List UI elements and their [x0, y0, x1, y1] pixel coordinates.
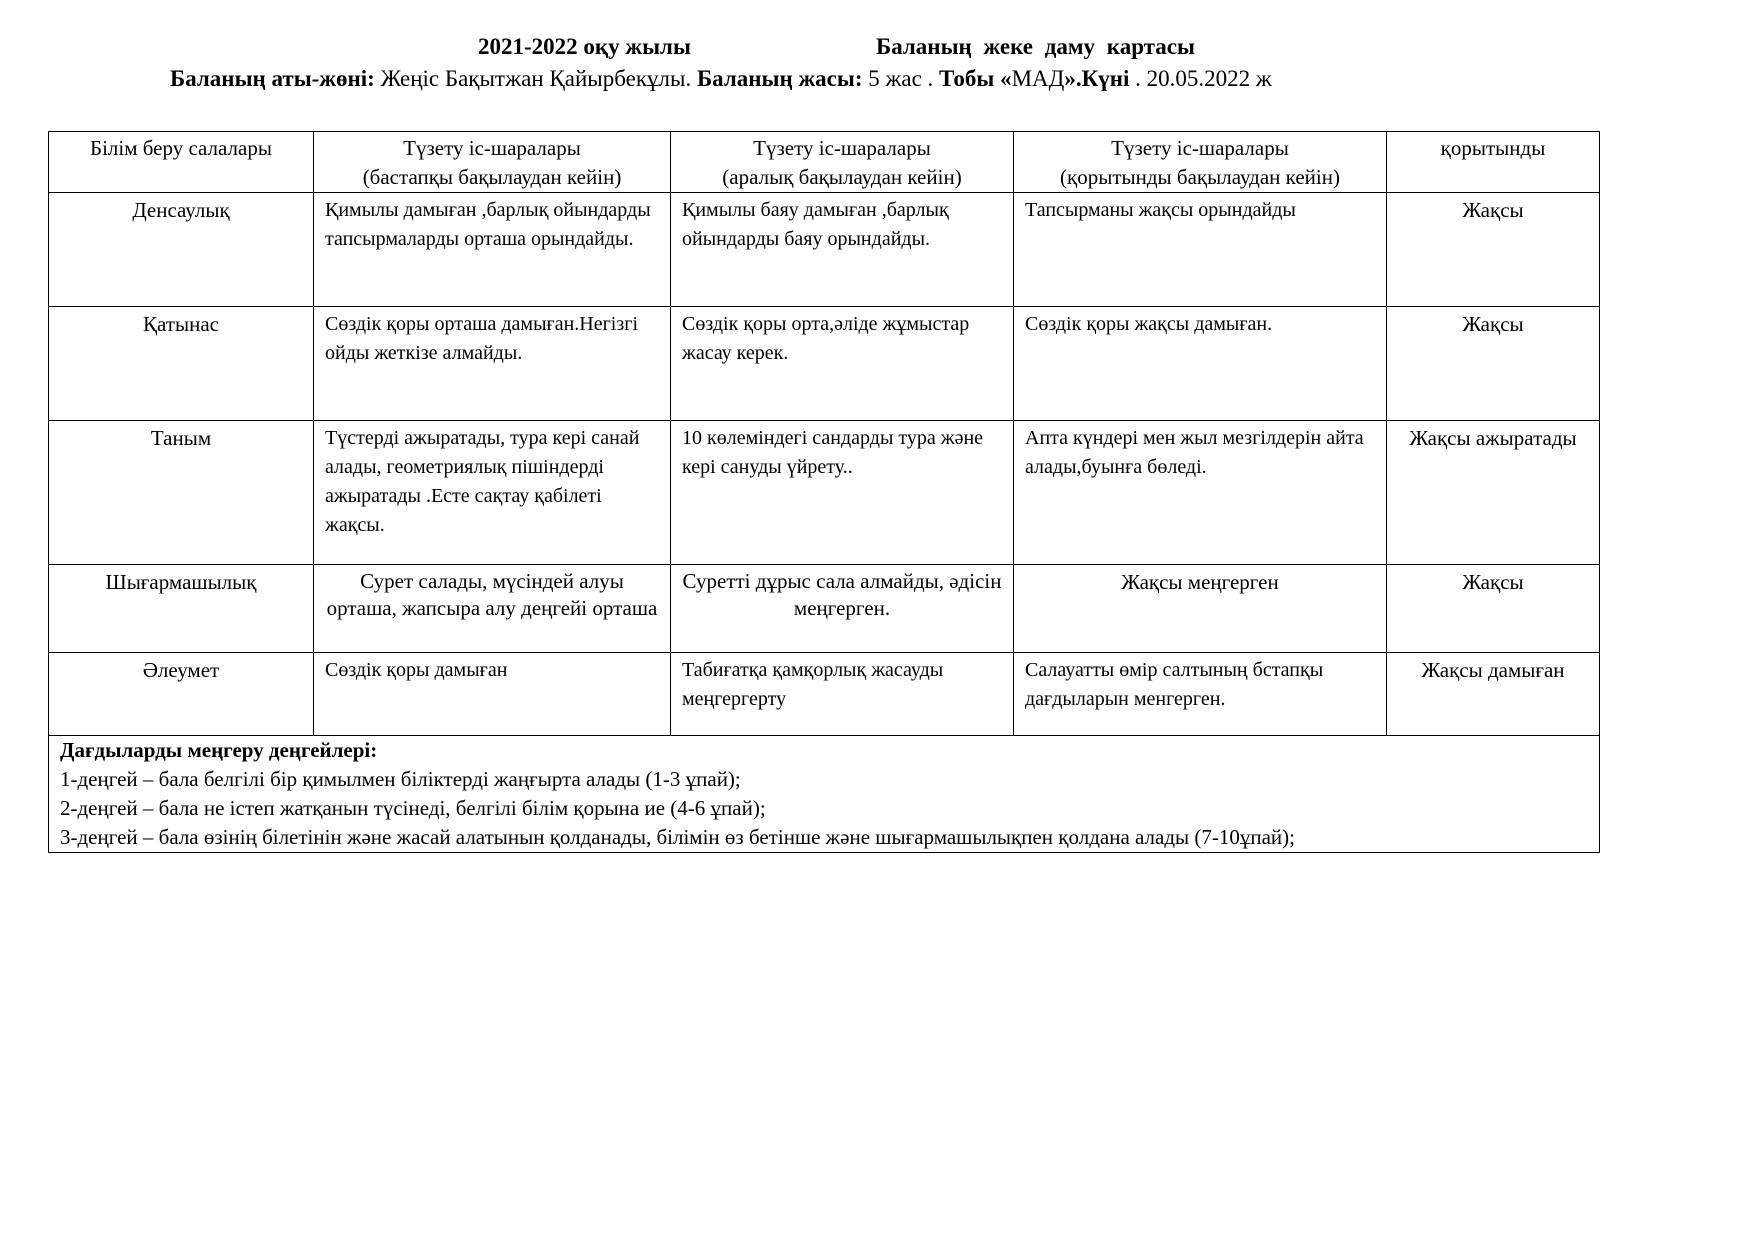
initial-cell: Сөздік қоры орташа дамыған.Негізгі ойды жеткізе алмайды. — [314, 307, 671, 421]
date-value: . 20.05.2022 ж — [1129, 66, 1272, 91]
column-header-final: Түзету іс-шаралары (қорытынды бақылаудан кейін) — [1014, 132, 1387, 193]
result-cell: Жақсы — [1387, 307, 1600, 421]
date-label: Күні — [1081, 66, 1130, 91]
column-header-middle: Түзету іс-шаралары (аралық бақылаудан кейін) — [671, 132, 1014, 193]
result-cell: Жақсы — [1387, 193, 1600, 307]
result-cell: Жақсы ажыратады — [1387, 421, 1600, 565]
table-header-row — [49, 132, 1600, 193]
table-row — [49, 421, 1600, 565]
result-cell: Жақсы — [1387, 565, 1600, 653]
school-year: 2021-2022 оқу жылы — [478, 34, 691, 59]
name-label: Баланың аты-жөні: — [170, 66, 375, 91]
column-header-initial: Түзету іс-шаралары (бастапқы бақылаудан кейін) — [314, 132, 671, 193]
initial-cell: Түстерді ажыратады, тура кері санай алады, геометриялық пішіндерді ажыратады .Есте сақтау қабілеті жақсы. — [314, 421, 671, 565]
legend-level: 2-деңгей – бала не істеп жатқанын түсінеді, белгілі білім қорына ие (4-6 ұпай); — [60, 796, 766, 820]
development-map-table — [48, 131, 1600, 853]
group-close: ». — [1064, 66, 1082, 91]
area-cell: Қатынас — [49, 307, 314, 421]
final-cell: Тапсырманы жақсы орындайды — [1014, 193, 1387, 307]
age-value: 5 жас . — [862, 66, 940, 91]
initial-cell: Сурет салады, мүсіндей алуы орташа, жапсыра алу деңгейі орташа — [314, 565, 671, 653]
middle-cell: Сөздік қоры орта,әліде жұмыстар жасау керек. — [671, 307, 1014, 421]
legend-level: 3-деңгей – бала өзінің білетінін және жасай алатынын қолданады, білімін өз бетінше және шығармашылықпен қолдана алады (7-10ұпай); — [60, 825, 1295, 849]
document-header — [0, 30, 1755, 91]
table-row — [49, 307, 1600, 421]
final-cell: Салауатты өмір салтының бстапқы дағдыларын менгерген. — [1014, 653, 1387, 736]
final-cell: Сөздік қоры жақсы дамыған. — [1014, 307, 1387, 421]
table-row — [49, 193, 1600, 307]
name-value: Жеңіс Бақытжан Қайырбекұлы. — [374, 66, 697, 91]
child-info-line — [170, 66, 1272, 92]
middle-cell: Табиғатқа қамқорлық жасауды меңгергерту — [671, 653, 1014, 736]
area-cell: Денсаулық — [49, 193, 314, 307]
initial-cell: Қимылы дамыған ,барлық ойындарды тапсырмаларды орташа орындайды. — [314, 193, 671, 307]
column-header-result: қорытынды — [1387, 132, 1600, 193]
result-cell: Жақсы дамыған — [1387, 653, 1600, 736]
final-cell: Апта күндері мен жыл мезгілдерін айта алады,буынға бөледі. — [1014, 421, 1387, 565]
column-header-area: Білім беру салалары — [49, 132, 314, 193]
middle-cell: 10 көлеміндегі сандарды тура және кері сануды үйрету.. — [671, 421, 1014, 565]
title-line — [0, 30, 1755, 64]
area-cell: Әлеумет — [49, 653, 314, 736]
legend-title: Дағдыларды меңгеру деңгейлері: — [60, 738, 378, 762]
table-row — [49, 565, 1600, 653]
legend-level: 1-деңгей – бала белгілі бір қимылмен біліктерді жаңғырта алады (1-3 ұпай); — [60, 767, 741, 791]
middle-cell: Суретті дұрыс сала алмайды, әдісін меңгерген. — [671, 565, 1014, 653]
initial-cell: Сөздік қоры дамыған — [314, 653, 671, 736]
area-cell: Шығармашылық — [49, 565, 314, 653]
middle-cell: Қимылы баяу дамыған ,барлық ойындарды баяу орындайды. — [671, 193, 1014, 307]
area-cell: Таным — [49, 421, 314, 565]
table-row — [49, 653, 1600, 736]
final-cell: Жақсы меңгерген — [1014, 565, 1387, 653]
group-label: Тобы « — [939, 66, 1012, 91]
card-title: Баланың жеке даму картасы — [876, 34, 1195, 59]
group-value: МАД — [1011, 66, 1065, 91]
legend-cell — [49, 736, 1600, 853]
legend-row — [49, 736, 1600, 853]
age-label: Баланың жасы: — [696, 66, 863, 91]
